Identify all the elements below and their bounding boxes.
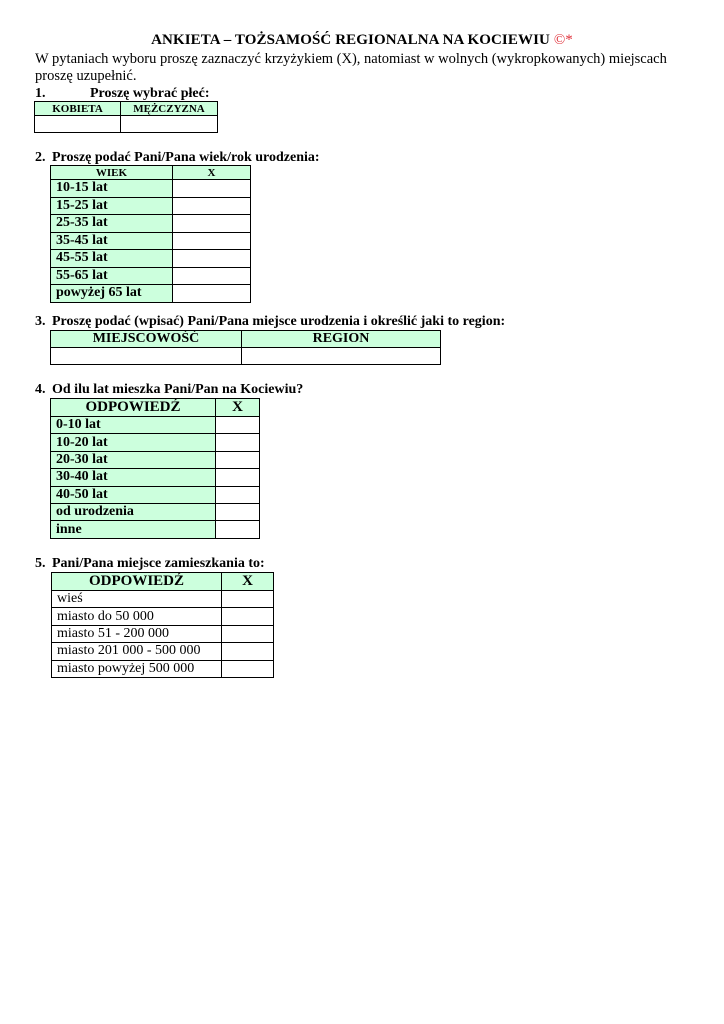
row-label: 25-35 lat bbox=[51, 215, 173, 233]
row-label: miasto 201 000 - 500 000 bbox=[52, 643, 222, 660]
question-text: Pani/Pana miejsce zamieszkania to: bbox=[52, 556, 265, 571]
intro-text: W pytaniach wyboru proszę zaznaczyć krzyżykiem (X), natomiast w wolnych (wykropkowanych) miejscach proszę uzupełnić. bbox=[35, 51, 667, 84]
row-label: 30-40 lat bbox=[51, 469, 216, 486]
answer-cell-male[interactable] bbox=[121, 116, 218, 133]
question-4 bbox=[35, 382, 303, 398]
answer-cell[interactable] bbox=[216, 521, 260, 538]
answer-cell[interactable] bbox=[216, 486, 260, 503]
row-label: powyżej 65 lat bbox=[51, 285, 173, 303]
answer-cell[interactable] bbox=[222, 625, 274, 642]
row-label: 10-15 lat bbox=[51, 180, 173, 198]
column-header: X bbox=[216, 399, 260, 417]
question-text: Proszę wybrać płeć: bbox=[90, 86, 210, 101]
answer-cell-female[interactable] bbox=[35, 116, 121, 133]
row-label: od urodzenia bbox=[51, 503, 216, 520]
row-label: miasto powyżej 500 000 bbox=[52, 660, 222, 677]
answer-cell[interactable] bbox=[216, 469, 260, 486]
question-number: 5. bbox=[35, 556, 46, 571]
row-label: 20-30 lat bbox=[51, 451, 216, 468]
answer-cell[interactable] bbox=[216, 503, 260, 520]
question-text: Proszę podać Pani/Pana wiek/rok urodzenia: bbox=[52, 150, 320, 165]
answer-cell[interactable] bbox=[173, 285, 251, 303]
residence-type-table bbox=[51, 572, 274, 678]
title-mark: ©* bbox=[553, 32, 573, 48]
question-number: 1. bbox=[35, 86, 46, 101]
question-1 bbox=[35, 86, 209, 102]
question-number: 4. bbox=[35, 382, 46, 397]
row-label: 10-20 lat bbox=[51, 434, 216, 451]
column-header: ODPOWIEDŹ bbox=[51, 399, 216, 417]
question-text: Od ilu lat mieszka Pani/Pan na Kociewiu? bbox=[52, 382, 304, 397]
question-text: Proszę podać (wpisać) Pani/Pana miejsce urodzenia i określić jaki to region: bbox=[52, 314, 506, 329]
answer-cell[interactable] bbox=[173, 197, 251, 215]
answer-cell[interactable] bbox=[222, 608, 274, 625]
birthplace-table bbox=[50, 330, 441, 365]
column-header: X bbox=[173, 166, 251, 180]
residence-years-table bbox=[50, 398, 260, 539]
question-number: 3. bbox=[35, 314, 46, 329]
column-header: X bbox=[222, 573, 274, 591]
column-header: MIEJSCOWOŚĆ bbox=[51, 331, 242, 348]
answer-cell[interactable] bbox=[216, 451, 260, 468]
birthplace-input-cell[interactable] bbox=[51, 348, 242, 365]
row-label: wieś bbox=[52, 591, 222, 608]
answer-cell[interactable] bbox=[222, 660, 274, 677]
row-label: 55-65 lat bbox=[51, 267, 173, 285]
answer-cell[interactable] bbox=[173, 267, 251, 285]
row-label: 15-25 lat bbox=[51, 197, 173, 215]
column-header: REGION bbox=[242, 331, 441, 348]
row-label: 0-10 lat bbox=[51, 417, 216, 434]
row-label: miasto do 50 000 bbox=[52, 608, 222, 625]
title-text: ANKIETA – TOŻSAMOŚĆ REGIONALNA NA KOCIEWIU bbox=[151, 32, 550, 48]
answer-cell[interactable] bbox=[173, 232, 251, 250]
answer-cell[interactable] bbox=[222, 591, 274, 608]
column-header: WIEK bbox=[51, 166, 173, 180]
answer-cell[interactable] bbox=[173, 250, 251, 268]
row-label: 40-50 lat bbox=[51, 486, 216, 503]
answer-cell[interactable] bbox=[173, 180, 251, 198]
gender-table bbox=[34, 101, 218, 133]
column-header: MĘŻCZYZNA bbox=[121, 102, 218, 116]
column-header: ODPOWIEDŹ bbox=[52, 573, 222, 591]
row-label: 35-45 lat bbox=[51, 232, 173, 250]
region-input-cell[interactable] bbox=[242, 348, 441, 365]
row-label: inne bbox=[51, 521, 216, 538]
row-label: miasto 51 - 200 000 bbox=[52, 625, 222, 642]
column-header: KOBIETA bbox=[35, 102, 121, 116]
question-2 bbox=[35, 150, 320, 166]
answer-cell[interactable] bbox=[216, 417, 260, 434]
page-title bbox=[0, 32, 724, 49]
age-table bbox=[50, 165, 251, 303]
answer-cell[interactable] bbox=[216, 434, 260, 451]
answer-cell[interactable] bbox=[222, 643, 274, 660]
row-label: 45-55 lat bbox=[51, 250, 173, 268]
question-5 bbox=[35, 556, 265, 572]
question-number: 2. bbox=[35, 150, 46, 165]
answer-cell[interactable] bbox=[173, 215, 251, 233]
question-3 bbox=[35, 314, 505, 330]
